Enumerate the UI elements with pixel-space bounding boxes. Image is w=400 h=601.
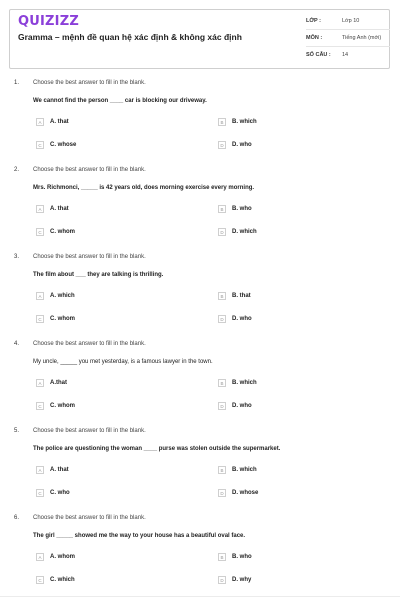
option-c[interactable]: [36, 488, 70, 498]
quiz-header: [9, 9, 390, 69]
question-item: [0, 167, 400, 253]
option-letter-box: D: [218, 141, 226, 149]
question-prompt: Choose the best answer to fill in the blank.: [33, 167, 146, 173]
option-letter-box: B: [218, 553, 226, 561]
question-number: 3.: [14, 254, 20, 260]
page-bottom-divider: [0, 596, 400, 597]
option-text: A. whom: [50, 554, 75, 560]
option-text: D. who: [232, 142, 252, 148]
question-item: [0, 254, 400, 340]
option-c[interactable]: [36, 227, 75, 237]
option-c[interactable]: [36, 401, 75, 411]
option-text: A. which: [50, 293, 75, 299]
option-text: A. that: [50, 206, 69, 212]
question-sentence: The police are questioning the woman ____ purse was stolen outside the supermarket.: [33, 446, 281, 452]
meta-row-class: [306, 13, 390, 30]
option-d[interactable]: [218, 401, 252, 411]
option-b[interactable]: [218, 465, 257, 475]
option-letter-box: D: [218, 576, 226, 584]
question-prompt: Choose the best answer to fill in the blank.: [33, 428, 146, 434]
document-title: Gramma – mệnh đề quan hệ xác định & không xác định: [18, 32, 242, 42]
option-text: B. which: [232, 467, 257, 473]
option-text: A.that: [50, 380, 67, 386]
option-text: B. which: [232, 380, 257, 386]
option-b[interactable]: [218, 204, 252, 214]
option-text: C. whom: [50, 229, 75, 235]
question-number: 6.: [14, 515, 20, 521]
option-text: C. whom: [50, 403, 75, 409]
option-c[interactable]: [36, 140, 76, 150]
option-text: B. who: [232, 554, 252, 560]
option-letter-box: B: [218, 118, 226, 126]
option-letter-box: C: [36, 141, 44, 149]
option-letter-box: C: [36, 228, 44, 236]
option-letter-box: A: [36, 466, 44, 474]
question-sentence: The girl _____ showed me the way to your house has a beautiful oval face.: [33, 533, 246, 539]
option-letter-box: A: [36, 118, 44, 126]
question-number: 2.: [14, 167, 20, 173]
option-letter-box: D: [218, 315, 226, 323]
question-item: [0, 341, 400, 427]
option-b[interactable]: [218, 117, 257, 127]
option-text: A. that: [50, 467, 69, 473]
option-letter-box: C: [36, 489, 44, 497]
meta-value: 14: [342, 52, 349, 58]
option-letter-box: D: [218, 228, 226, 236]
option-d[interactable]: [218, 488, 258, 498]
option-a[interactable]: [36, 117, 69, 127]
question-item: [0, 515, 400, 601]
question-prompt: Choose the best answer to fill in the blank.: [33, 341, 146, 347]
option-a[interactable]: [36, 204, 69, 214]
option-b[interactable]: [218, 552, 252, 562]
option-letter-box: A: [36, 292, 44, 300]
option-letter-box: C: [36, 576, 44, 584]
question-sentence: The film about ___ they are talking is thrilling.: [33, 272, 164, 278]
option-text: B. that: [232, 293, 251, 299]
option-text: D. who: [232, 403, 252, 409]
option-d[interactable]: [218, 314, 252, 324]
meta-value: Lớp 10: [342, 18, 360, 24]
option-d[interactable]: [218, 140, 252, 150]
question-prompt: Choose the best answer to fill in the blank.: [33, 254, 146, 260]
option-text: C. whose: [50, 142, 77, 148]
option-letter-box: D: [218, 402, 226, 410]
option-d[interactable]: [218, 575, 251, 585]
meta-label: MÔN :: [306, 35, 323, 41]
option-a[interactable]: [36, 465, 69, 475]
question-item: [0, 80, 400, 166]
question-number: 1.: [14, 80, 20, 86]
option-letter-box: D: [218, 489, 226, 497]
meta-label: SỐ CÂU :: [306, 52, 331, 58]
option-d[interactable]: [218, 227, 257, 237]
question-item: [0, 428, 400, 514]
meta-label: LỚP :: [306, 18, 321, 24]
option-text: C. which: [50, 577, 75, 583]
option-text: D. why: [232, 577, 252, 583]
meta-info: [306, 13, 390, 63]
option-c[interactable]: [36, 314, 75, 324]
question-number: 5.: [14, 428, 20, 434]
option-letter-box: A: [36, 379, 44, 387]
option-text: D. whose: [232, 490, 259, 496]
option-text: D. who: [232, 316, 252, 322]
option-letter-box: B: [218, 379, 226, 387]
question-sentence: My uncle, _____ you met yesterday, is a famous lawyer in the town.: [33, 359, 213, 365]
option-letter-box: A: [36, 205, 44, 213]
meta-value: Tiếng Anh (mới): [342, 35, 382, 41]
option-text: B. which: [232, 119, 257, 125]
option-a[interactable]: [36, 552, 75, 562]
question-number: 4.: [14, 341, 20, 347]
option-a[interactable]: [36, 378, 67, 388]
option-b[interactable]: [218, 291, 251, 301]
meta-row-question-count: [306, 47, 390, 63]
option-letter-box: B: [218, 292, 226, 300]
meta-row-subject: [306, 30, 390, 47]
quizizz-logo: QUIZIZZ: [18, 14, 79, 29]
option-letter-box: A: [36, 553, 44, 561]
question-prompt: Choose the best answer to fill in the blank.: [33, 80, 146, 86]
option-letter-box: C: [36, 402, 44, 410]
option-text: C. who: [50, 490, 70, 496]
option-text: D. which: [232, 229, 257, 235]
option-c[interactable]: [36, 575, 75, 585]
option-text: B. who: [232, 206, 252, 212]
option-letter-box: B: [218, 205, 226, 213]
question-sentence: We cannot find the person ____ car is blocking our driveway.: [33, 98, 207, 104]
option-letter-box: B: [218, 466, 226, 474]
option-letter-box: C: [36, 315, 44, 323]
option-text: C. whom: [50, 316, 75, 322]
question-sentence: Mrs. Richmonci, _____ is 42 years old, does morning exercise every morning.: [33, 185, 255, 191]
option-a[interactable]: [36, 291, 75, 301]
option-text: A. that: [50, 119, 69, 125]
question-prompt: Choose the best answer to fill in the blank.: [33, 515, 146, 521]
option-b[interactable]: [218, 378, 257, 388]
